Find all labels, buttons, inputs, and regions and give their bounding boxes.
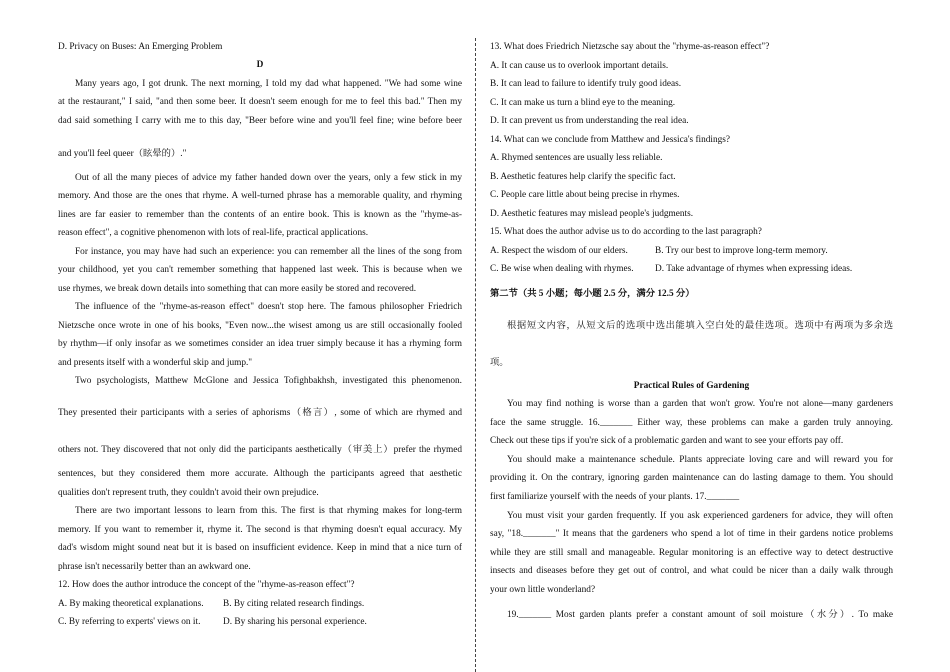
paragraph-line: Many years ago, I got drunk. The next morning, I told my dad what happened. "We had some wine: [75, 79, 462, 89]
paragraph-line: The influence of the "rhyme-as-reason effect" doesn't stop here. The famous philosopher Friedrich: [75, 302, 462, 312]
question-15: 15. What does the author advise us to do according to the last paragraph?: [490, 227, 762, 237]
q14-option-d[interactable]: D. Aesthetic features may mislead people's judgments.: [490, 209, 694, 219]
passage-title: Practical Rules of Gardening: [633, 381, 750, 391]
paragraph-line: dad's wisdom might sound neat but it is based on insufficient evidence. Keep in mind that a nice turn of: [58, 543, 462, 553]
passage-line: while they are still small and manageable. Regular monitoring is an effective way to detect destructive: [490, 548, 893, 558]
paragraph-line: qualities don't represent truth, they couldn't avoid their own prejudice.: [58, 488, 319, 498]
paragraph-line: others not. They discovered that not only did the participants aesthetically（审美上）prefer the rhymed: [58, 445, 462, 455]
passage-line: insects and diseases before they get out of control, and what could be nicer than a daily walk through: [490, 566, 893, 576]
paragraph-line: Two psychologists, Matthew McGlone and Jessica Tofighbakhsh, investigated this phenomenon.: [75, 376, 462, 386]
question-14: 14. What can we conclude from Matthew and Jessica's findings?: [490, 135, 731, 145]
passage-line-blank-19: 19._______ Most garden plants prefer a constant amount of soil moisture（水分）. To make: [507, 610, 893, 620]
paragraph-line: Nietzsche once wrote in one of his books, "Even now...the wisest among us are still occasionally fooled: [58, 321, 462, 331]
passage-line: providing it. On the contrary, ignoring garden maintenance can do lasting damage to them. You should: [490, 473, 893, 483]
passage-line-blank-17: first familiarize yourself with the needs of your plants. 17._______: [490, 492, 740, 502]
q15-option-b[interactable]: B. Try our best to improve long-term memory.: [655, 246, 828, 256]
q13-option-b[interactable]: B. It can lead to failure to identify truly good ideas.: [490, 79, 682, 89]
section-heading: 第二节（共 5 小题；每小题 2.5 分，满分 12.5 分）: [490, 289, 695, 299]
paragraph-line: They presented their participants with a series of aphorisms（格言）, some of which are rhymed and: [58, 408, 462, 418]
question-13: 13. What does Friedrich Nietzsche say about the "rhyme-as-reason effect"?: [490, 42, 770, 52]
passage-line: You must visit your garden frequently. If you ask experienced gardeners for advice, they will often: [507, 511, 893, 521]
paragraph-line: phrase isn't necessarily better than an awkward one.: [58, 562, 251, 572]
paragraph-line: There are two important lessons to learn from this. The first is that rhyming makes for long-term: [75, 506, 462, 516]
q12-option-c[interactable]: C. By referring to experts' views on it.: [58, 617, 201, 627]
column-divider: [475, 38, 476, 672]
q12-option-b[interactable]: B. By citing related research findings.: [223, 599, 365, 609]
q14-option-b[interactable]: B. Aesthetic features help clarify the specific fact.: [490, 172, 676, 182]
passage-line: You should make a maintenance schedule. Plants appreciate loving care and will reward you for: [507, 455, 893, 465]
q15-option-c[interactable]: C. Be wise when dealing with rhymes.: [490, 264, 634, 274]
paragraph-line: lines are far easier to remember than the contents of an entire book. This is known as the "rhyme-as-: [58, 210, 462, 220]
paragraph-line: memory. And those are the ones that rhyme. A well-turned phrase has a memorable quality, and rhyming: [58, 191, 462, 201]
q15-option-d[interactable]: D. Take advantage of rhymes when expressing ideas.: [655, 264, 853, 274]
paragraph-line: use rhymes, we break down details into something that can more easily be stored and recovered.: [58, 284, 417, 294]
section-instruction-end: 项。: [490, 358, 509, 368]
q13-option-c[interactable]: C. It can make us turn a blind eye to the meaning.: [490, 98, 676, 108]
paragraph-line: sentences, but they considered them more accurate. Although the participants agreed that aesthetic: [58, 469, 462, 479]
paragraph-line: For instance, you may have had such an experience: you can remember all the lines of the song from: [75, 247, 462, 257]
paragraph-line: and presents itself with a wonderful skip and jump.": [58, 358, 253, 368]
paragraph-line: your childhood, yet you can't remember something that happened last week. This is because when we: [58, 265, 462, 275]
paragraph-line: and you'll feel queer（眩晕的）.": [58, 149, 187, 159]
passage-line: Check out these tips if you're sick of a problematic garden and want to see your efforts pay off.: [490, 436, 844, 446]
passage-label: D: [256, 60, 264, 70]
q12-option-a[interactable]: A. By making theoretical explanations.: [58, 599, 204, 609]
paragraph-line: memory. If you want to remember it, rhyme it. The second is that rhyming doesn't equal accuracy. My: [58, 525, 462, 535]
q15-option-a[interactable]: A. Respect the wisdom of our elders.: [490, 246, 628, 256]
previous-option-d: D. Privacy on Buses: An Emerging Problem: [58, 42, 223, 52]
q12-option-d[interactable]: D. By sharing his personal experience.: [223, 617, 367, 627]
passage-line: your own little wonderland?: [490, 585, 596, 595]
section-instruction: 根据短文内容，从短文后的选项中选出能填入空白处的最佳选项。选项中有两项为多余选: [507, 321, 893, 331]
paragraph-line: at the restaurant," I said, "and then some beer. It doesn't seem enough for me to feel this bad." Then my: [58, 97, 462, 107]
q13-option-a[interactable]: A. It can cause us to overlook important details.: [490, 61, 669, 71]
q14-option-c[interactable]: C. People care little about being precise in rhymes.: [490, 190, 680, 200]
q13-option-d[interactable]: D. It can prevent us from understanding the real idea.: [490, 116, 689, 126]
paragraph-line: reason effect", a cognitive phenomenon with lots of real-life, practical applications.: [58, 228, 369, 238]
passage-line-blank-18: say, "18._______" It means that the gardeners who spend a lot of time in their gardens notice problems: [490, 529, 893, 539]
paragraph-line: Out of all the many pieces of advice my father handed down over the years, only a few stick in my: [75, 173, 462, 183]
passage-line: You may find nothing is worse than a garden that won't grow. You're not alone—many gardeners: [507, 399, 893, 409]
q14-option-a[interactable]: A. Rhymed sentences are usually less reliable.: [490, 153, 663, 163]
paragraph-line: by rhythm—if only insofar as we sometimes consider an idea truer simply because it has a rhyming form: [58, 339, 462, 349]
question-12: 12. How does the author introduce the concept of the "rhyme-as-reason effect"?: [58, 580, 355, 590]
passage-line-blank-16: face the same struggle. 16._______ Either way, these problems can make a garden truly annoying.: [490, 418, 893, 428]
paragraph-line: dad said something I carry with me to this day, "Beer before wine and you'll feel fine; wine before beer: [58, 116, 462, 126]
